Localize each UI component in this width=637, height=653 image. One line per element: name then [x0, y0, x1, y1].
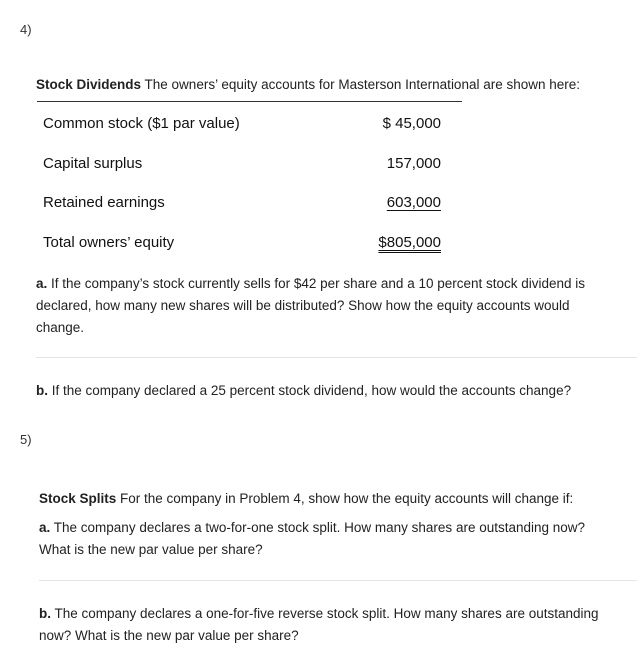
- problem-4-intro: [36, 74, 616, 96]
- part-a-text: If the company’s stock currently sells for $42 per share and a 10 percent stock dividend is declared, how many new shares will be distributed? Show how the equity accounts would change.: [36, 276, 586, 335]
- divider: [39, 580, 637, 581]
- problem-5-part-b: [39, 603, 629, 647]
- part-a-text: The company declares a two-for-one stock split. How many shares are outstanding now? What is the new par value per share?: [39, 520, 586, 557]
- problem-4-part-b: [36, 380, 626, 402]
- equity-table: [37, 101, 462, 260]
- part-b-text: The company declares a one-for-five reverse stock split. How many shares are outstanding now? What is the new par value per share?: [39, 606, 599, 643]
- problem-5-intro-text: For the company in Problem 4, show how the equity accounts will change if:: [116, 491, 574, 506]
- problem-5-part-a: [39, 517, 619, 561]
- problem-4-title: Stock Dividends: [36, 77, 142, 92]
- row-label: Total owners’ equity: [43, 233, 175, 251]
- row-value: 157,000: [386, 154, 441, 172]
- table-row: [37, 142, 462, 182]
- part-b-label: b.: [39, 606, 51, 621]
- part-b-label: b.: [36, 383, 48, 398]
- row-value: $805,000: [378, 233, 441, 251]
- problem-5-intro: [39, 488, 619, 510]
- problem-5-number: 5): [20, 432, 32, 447]
- row-label: Common stock ($1 par value): [43, 115, 240, 132]
- problem-4-part-a: [36, 273, 616, 339]
- table-row: [37, 102, 462, 142]
- table-row: [37, 181, 462, 221]
- problem-4-intro-text: The owners’ equity accounts for Masterson International are shown here:: [141, 77, 581, 92]
- problem-4-number: 4): [20, 22, 32, 37]
- row-value: 603,000: [386, 194, 441, 211]
- problem-5-title: Stock Splits: [39, 491, 117, 506]
- part-a-label: a.: [39, 520, 51, 535]
- part-b-text: If the company declared a 25 percent stock dividend, how would the accounts change?: [48, 383, 572, 398]
- row-value: $ 45,000: [382, 115, 441, 132]
- table-row: [37, 221, 462, 261]
- row-label: Retained earnings: [43, 194, 165, 211]
- divider: [36, 357, 637, 358]
- part-a-label: a.: [36, 276, 48, 291]
- row-label: Capital surplus: [43, 154, 143, 172]
